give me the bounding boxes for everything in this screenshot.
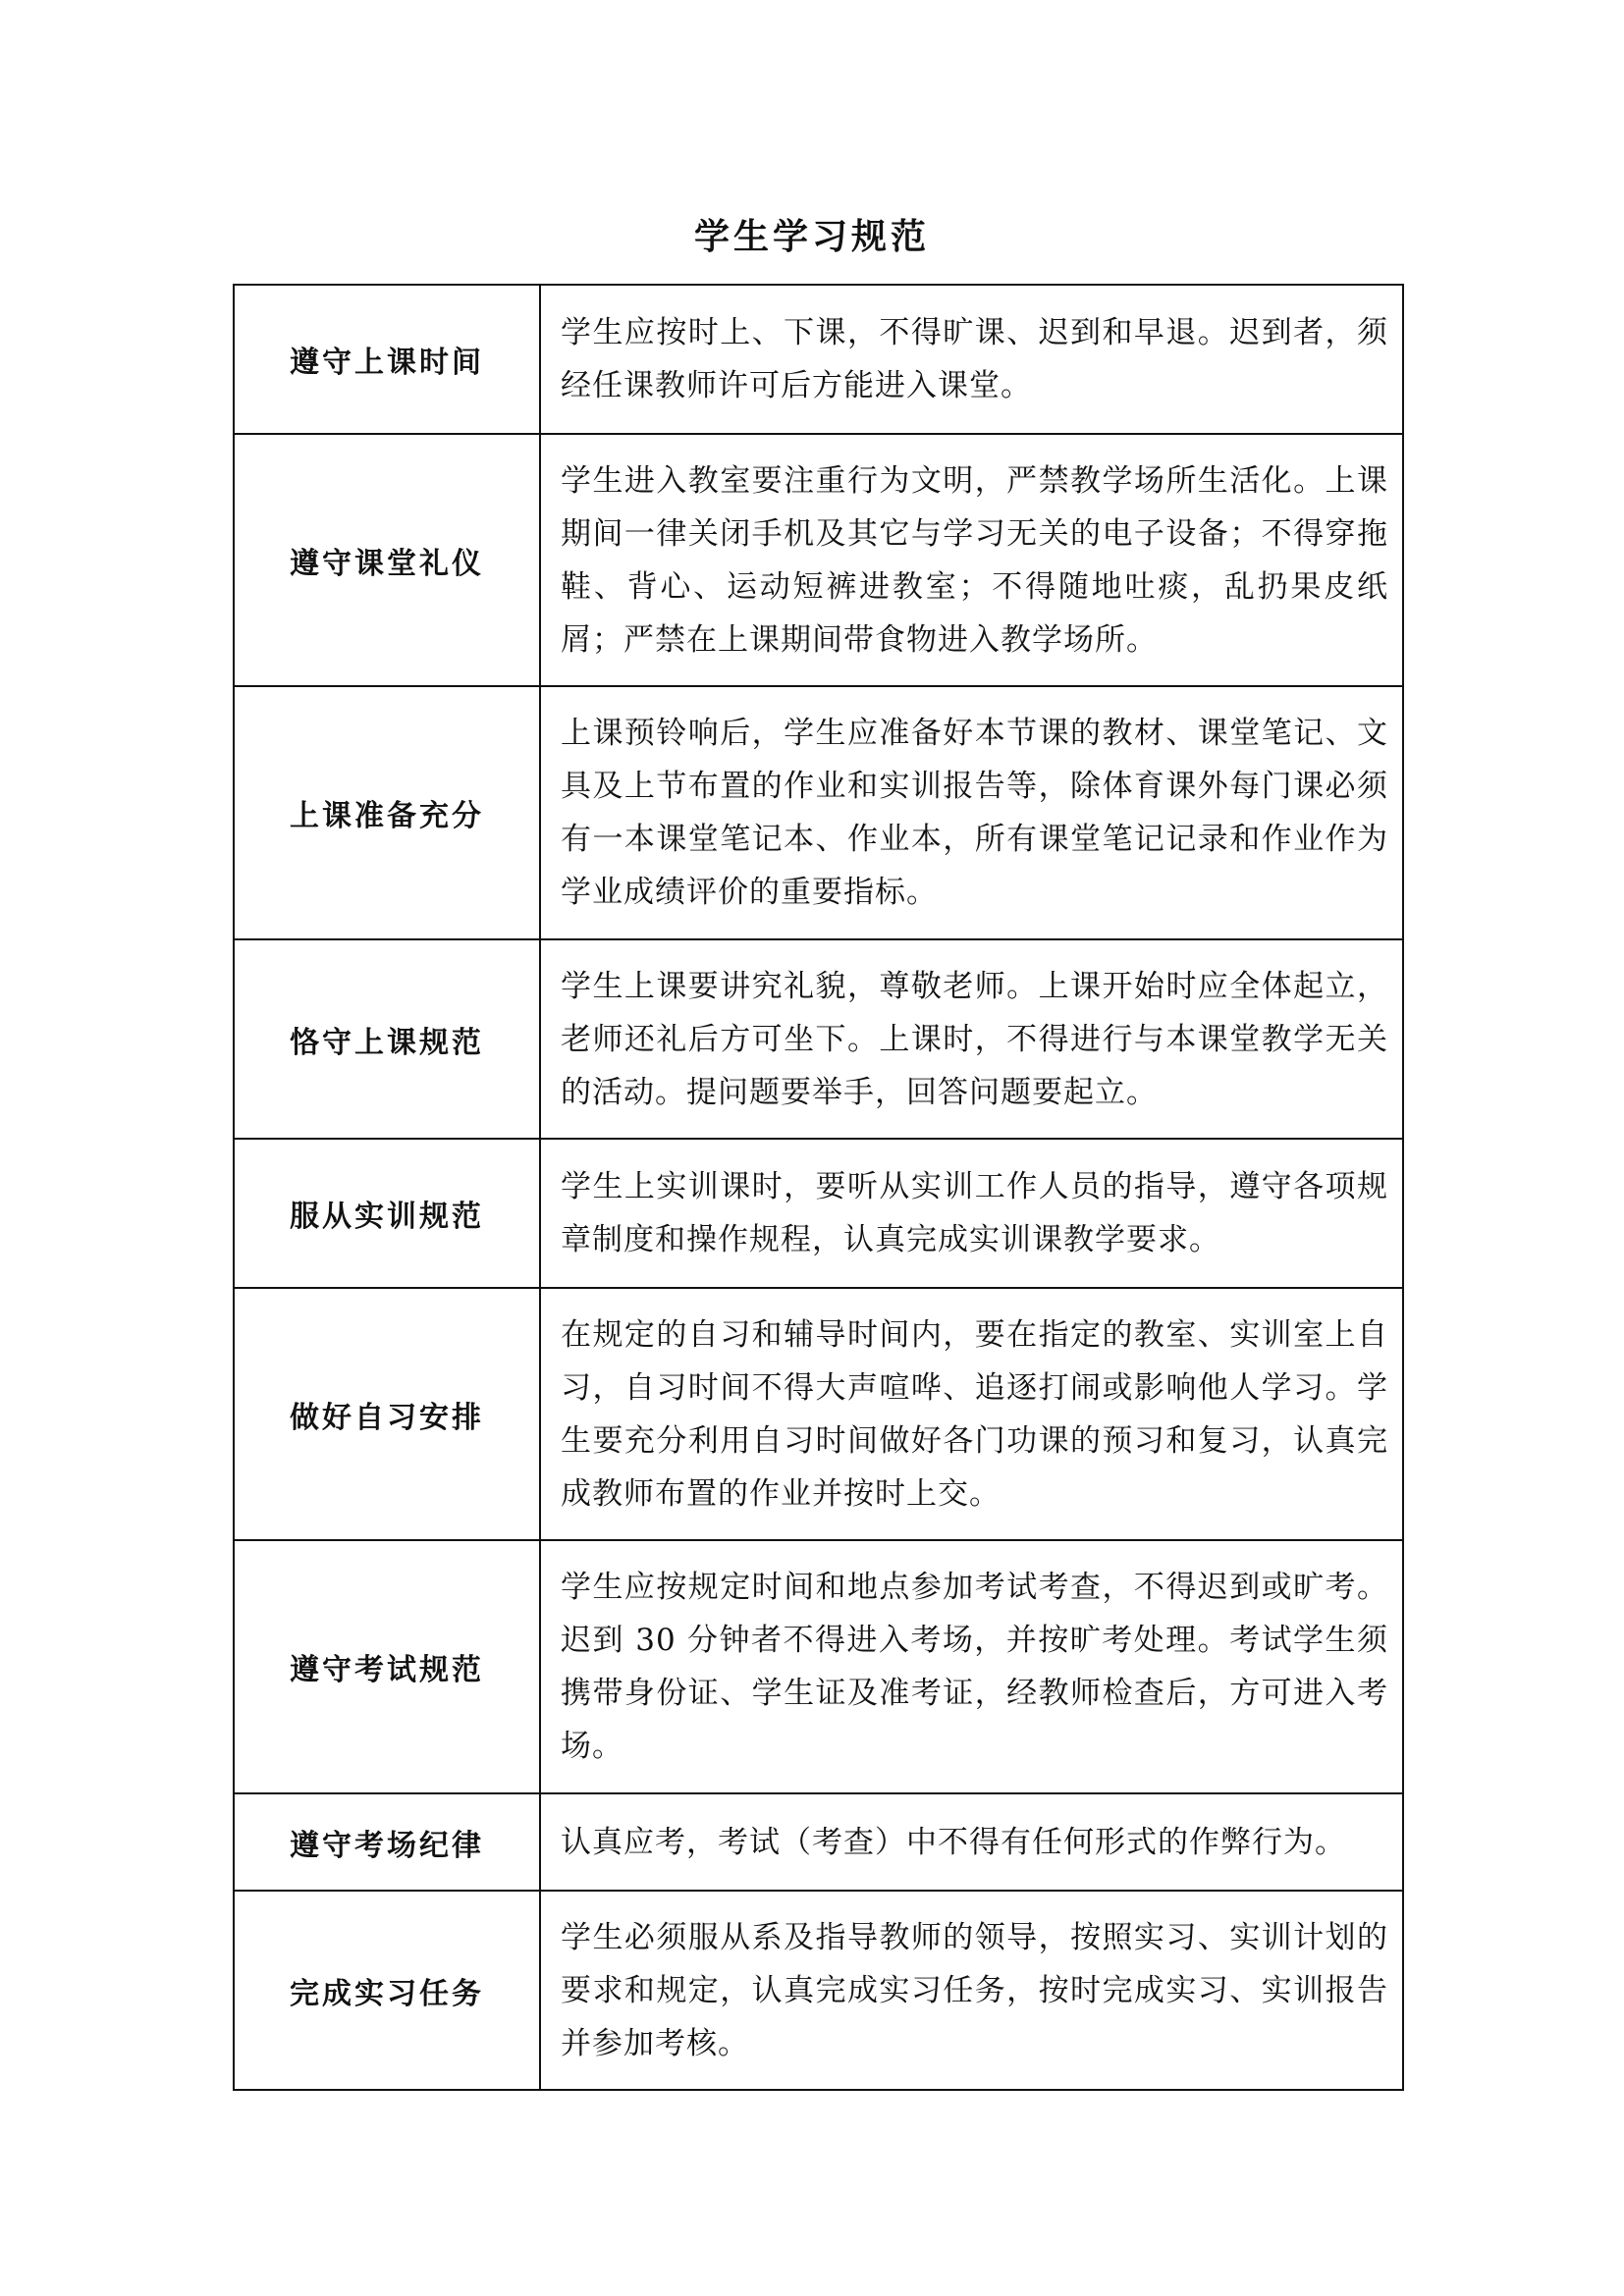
table-row <box>234 434 1403 686</box>
table-row <box>234 1139 1403 1288</box>
rule-category: 上课准备充分 <box>234 686 540 939</box>
rule-description: 学生上实训课时，要听从实训工作人员的指导，遵守各项规章制度和操作规程，认真完成实训课教学要求。 <box>540 1139 1403 1288</box>
rule-category: 服从实训规范 <box>234 1139 540 1288</box>
table-row <box>234 285 1403 434</box>
table-row <box>234 939 1403 1139</box>
rule-category: 遵守考试规范 <box>234 1540 540 1793</box>
table-row <box>234 686 1403 939</box>
rule-description: 学生应按时上、下课，不得旷课、迟到和早退。迟到者，须经任课教师许可后方能进入课堂。 <box>540 285 1403 434</box>
table-row <box>234 1793 1403 1891</box>
rule-description: 学生应按规定时间和地点参加考试考查，不得迟到或旷考。迟到 30 分钟者不得进入考场，并按旷考处理。考试学生须携带身份证、学生证及准考证，经教师检查后，方可进入考场。 <box>540 1540 1403 1793</box>
rule-description: 在规定的自习和辅导时间内，要在指定的教室、实训室上自习，自习时间不得大声喧哗、追逐打闹或影响他人学习。学生要充分利用自习时间做好各门功课的预习和复习，认真完成教师布置的作业并按时上交。 <box>540 1288 1403 1540</box>
rule-description: 学生进入教室要注重行为文明，严禁教学场所生活化。上课期间一律关闭手机及其它与学习无关的电子设备；不得穿拖鞋、背心、运动短裤进教室；不得随地吐痰，乱扔果皮纸屑；严禁在上课期间带食物进入教学场所。 <box>540 434 1403 686</box>
rule-description: 上课预铃响后，学生应准备好本节课的教材、课堂笔记、文具及上节布置的作业和实训报告等，除体育课外每门课必须有一本课堂笔记本、作业本，所有课堂笔记记录和作业作为学业成绩评价的重要指标。 <box>540 686 1403 939</box>
table-row <box>234 1540 1403 1793</box>
table-row <box>234 1891 1403 2090</box>
rule-category: 做好自习安排 <box>234 1288 540 1540</box>
rule-category: 恪守上课规范 <box>234 939 540 1139</box>
page-title: 学生学习规范 <box>693 217 930 257</box>
rule-category: 遵守课堂礼仪 <box>234 434 540 686</box>
rules-table <box>233 284 1404 2091</box>
table-row <box>234 1288 1403 1540</box>
rule-description: 学生上课要讲究礼貌，尊敬老师。上课开始时应全体起立，老师还礼后方可坐下。上课时，不得进行与本课堂教学无关的活动。提问题要举手，回答问题要起立。 <box>540 939 1403 1139</box>
rule-description: 认真应考，考试（考查）中不得有任何形式的作弊行为。 <box>540 1793 1403 1891</box>
rule-category: 完成实习任务 <box>234 1891 540 2090</box>
rule-category: 遵守考场纪律 <box>234 1793 540 1891</box>
rule-category: 遵守上课时间 <box>234 285 540 434</box>
rule-description: 学生必须服从系及指导教师的领导，按照实习、实训计划的要求和规定，认真完成实习任务，按时完成实习、实训报告并参加考核。 <box>540 1891 1403 2090</box>
